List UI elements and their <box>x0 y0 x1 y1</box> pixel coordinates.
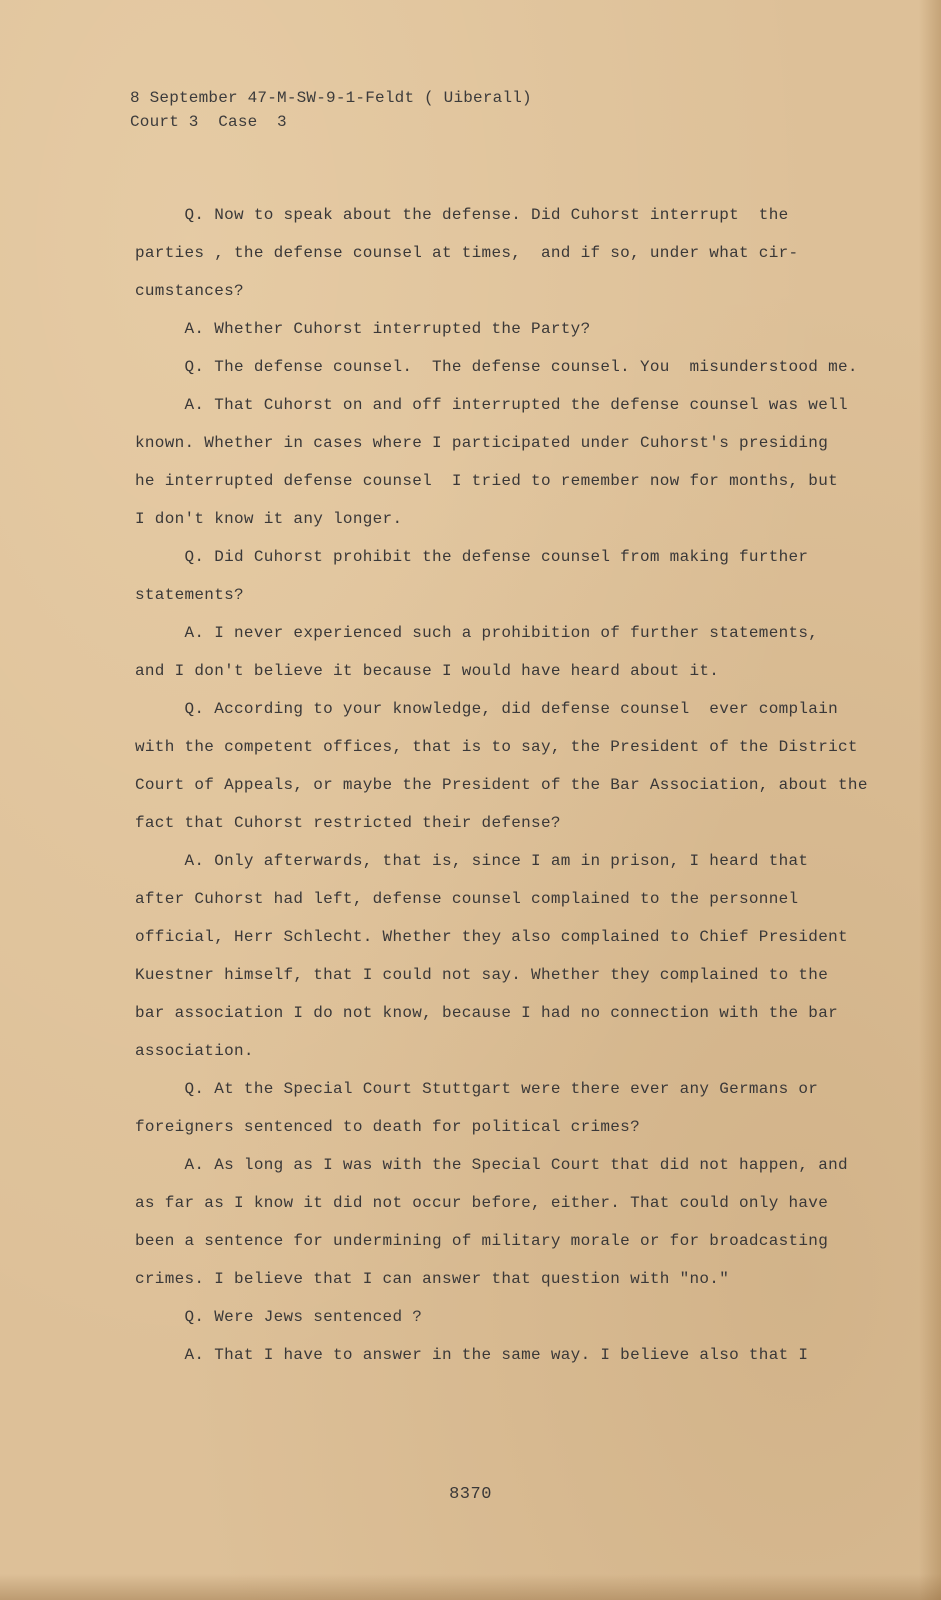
text-line: Q. Now to speak about the defense. Did Cuhorst interrupt the <box>135 206 789 224</box>
text-line: crimes. I believe that I can answer that question with "no." <box>135 1270 730 1288</box>
text-line: association. <box>135 1042 254 1060</box>
text-line: statements? <box>135 586 244 604</box>
text-line: A. I never experienced such a prohibition of further statements, <box>135 624 819 642</box>
text-line: Kuestner himself, that I could not say. Whether they complained to the <box>135 966 829 984</box>
text-line: been a sentence for undermining of military morale or for broadcasting <box>135 1232 829 1250</box>
text-line: Q. The defense counsel. The defense counsel. You misunderstood me. <box>135 358 858 376</box>
text-line: Court of Appeals, or maybe the President of the Bar Association, about the <box>135 776 868 794</box>
text-line: bar association I do not know, because I had no connection with the bar <box>135 1004 839 1022</box>
text-line: Q. According to your knowledge, did defense counsel ever complain <box>135 700 839 718</box>
text-line: foreigners sentenced to death for political crimes? <box>135 1118 640 1136</box>
text-line: and I don't believe it because I would have heard about it. <box>135 662 720 680</box>
paper-edge-shadow <box>919 0 941 1600</box>
text-line: fact that Cuhorst restricted their defense? <box>135 814 561 832</box>
text-line: A. That I have to answer in the same way. I believe also that I <box>135 1346 809 1364</box>
text-line: A. As long as I was with the Special Court that did not happen, and <box>135 1156 848 1174</box>
text-line: after Cuhorst had left, defense counsel complained to the personnel <box>135 890 799 908</box>
text-line: Q. At the Special Court Stuttgart were there ever any Germans or <box>135 1080 819 1098</box>
testimony-text <box>135 196 905 1374</box>
text-line: he interrupted defense counsel I tried to remember now for months, but <box>135 472 839 490</box>
text-line: A. Whether Cuhorst interrupted the Party? <box>135 320 591 338</box>
text-line: known. Whether in cases where I participated under Cuhorst's presiding <box>135 434 829 452</box>
text-line: A. Only afterwards, that is, since I am in prison, I heard that <box>135 852 809 870</box>
document-header <box>130 86 532 134</box>
text-line: with the competent offices, that is to say, the President of the District <box>135 738 858 756</box>
text-line: I don't know it any longer. <box>135 510 403 528</box>
page-number: 8370 <box>449 1485 492 1504</box>
text-line: parties , the defense counsel at times, and if so, under what cir- <box>135 244 799 262</box>
header-court-line: Court 3 Case 3 <box>130 113 287 131</box>
text-line: Q. Were Jews sentenced ? <box>135 1308 423 1326</box>
text-line: as far as I know it did not occur before, either. That could only have <box>135 1194 829 1212</box>
text-line: Q. Did Cuhorst prohibit the defense counsel from making further <box>135 548 809 566</box>
text-line: official, Herr Schlecht. Whether they also complained to Chief President <box>135 928 848 946</box>
text-line: A. That Cuhorst on and off interrupted the defense counsel was well <box>135 396 848 414</box>
text-line: cumstances? <box>135 282 244 300</box>
paper-bottom-shadow <box>0 1574 941 1600</box>
header-session-line: 8 September 47-M-SW-9-1-Feldt ( Uiberall) <box>130 89 532 107</box>
